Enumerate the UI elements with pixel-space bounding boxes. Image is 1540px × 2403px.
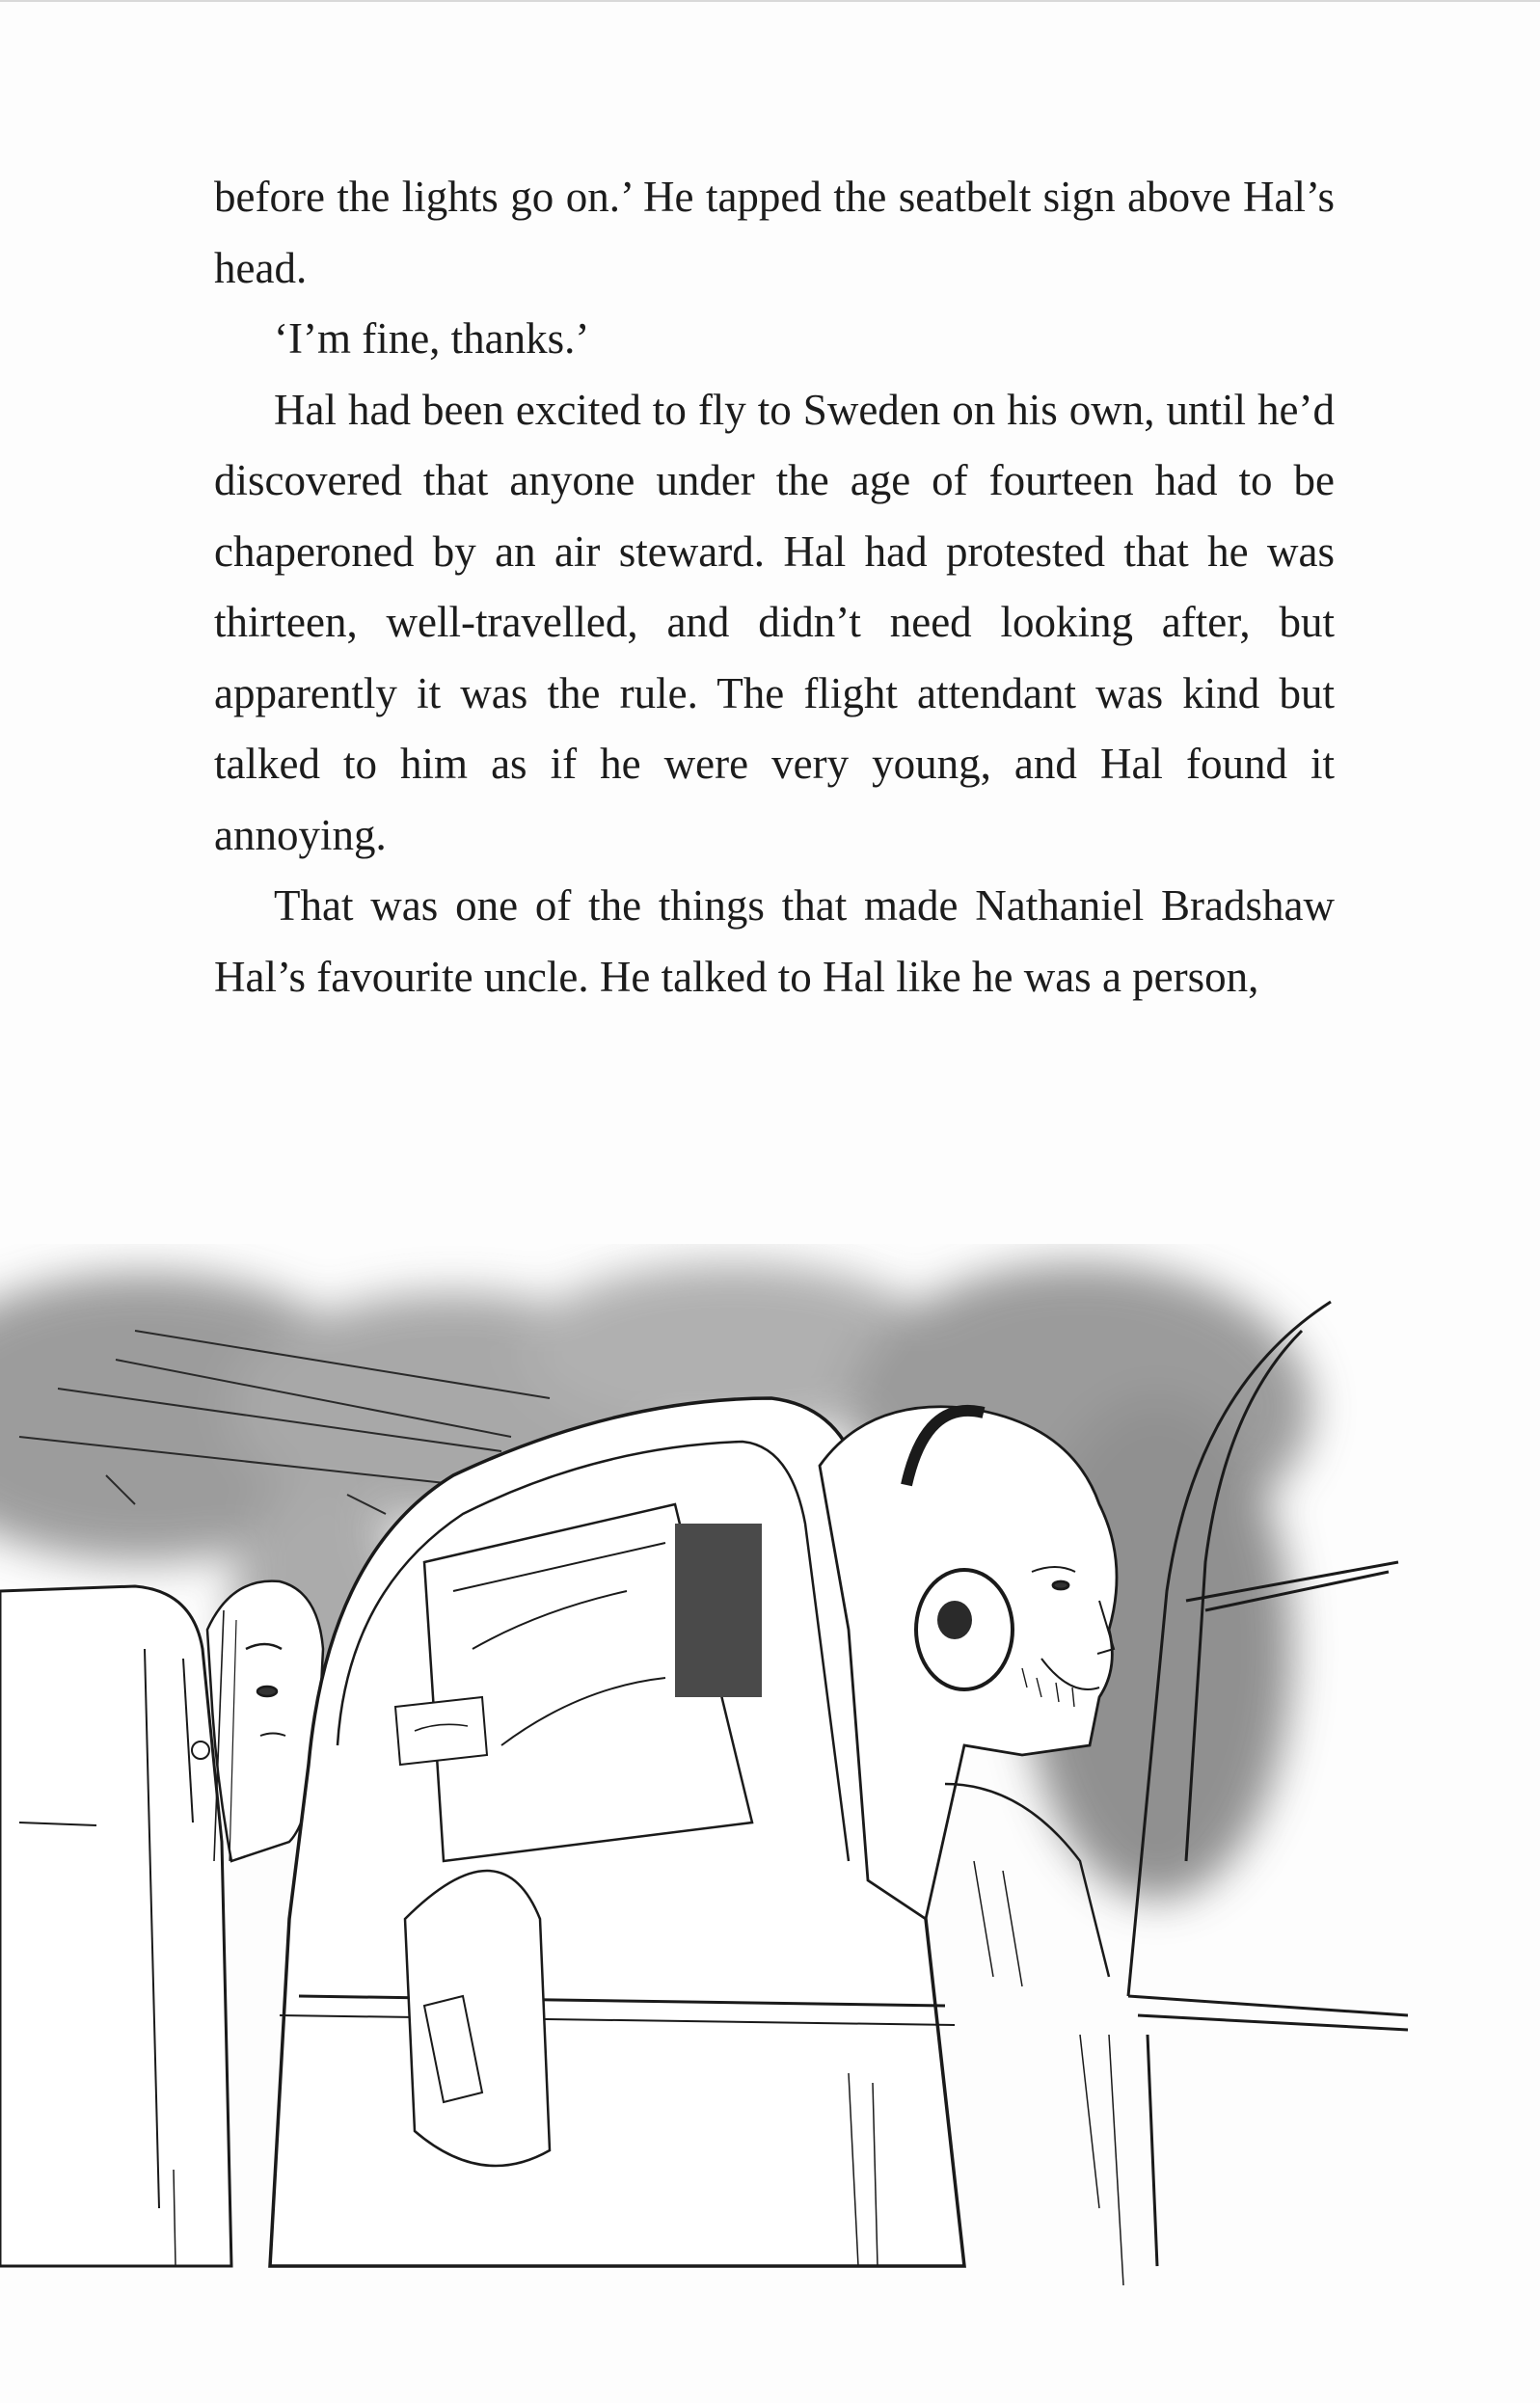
airplane-cabin-illustration [0,1244,1540,2362]
paragraph-1: before the lights go on.’ He tapped the seatbelt sign above Hal’s head. [214,173,1335,292]
paragraph-2: ‘I’m fine, thanks.’ [274,314,590,363]
left-seat [0,1586,231,2266]
story-text [214,162,1335,1012]
page-edge [0,0,1540,2]
paragraph-3: Hal had been excited to fly to Sweden on his own, until he’d discovered that anyone under the age of fourteen had to be chaperoned by an air steward. Hal had protested that he was thirteen, well-travelled, and didn’t need looking after, but apparently it was the rule. The flight attendant was kind but talked to him as if he were very young, and Hal found it annoying. [214,385,1335,859]
paragraph-4: That was one of the things that made Nathaniel Bradshaw Hal’s favourite uncle. He talked to Hal like he was a person, [214,881,1335,1001]
